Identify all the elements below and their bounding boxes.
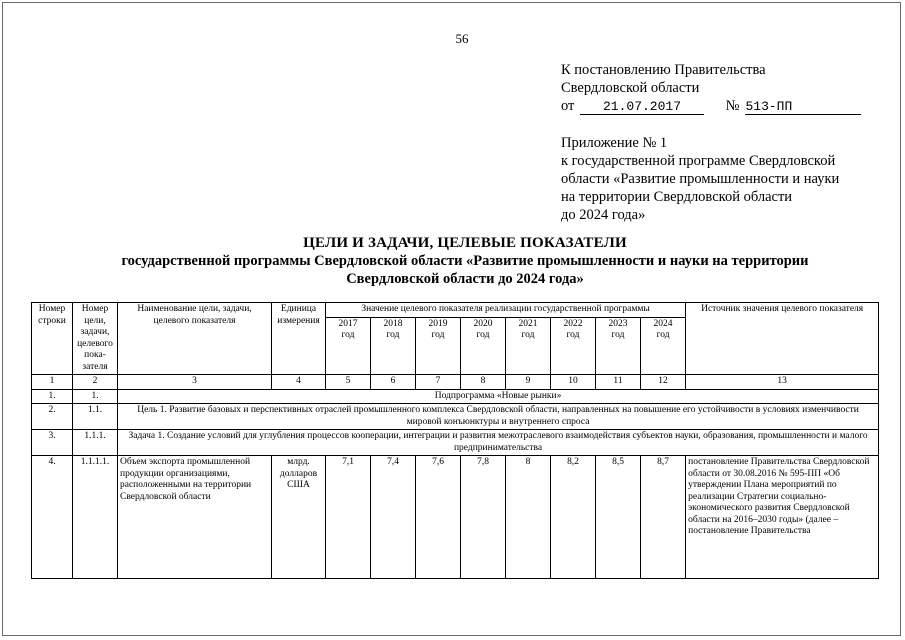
goals-table — [31, 302, 879, 579]
resolution-date: 21.07.2017 — [580, 99, 703, 115]
appendix-line-2: к государственной программе Свердловской — [561, 153, 836, 169]
task-text: Задача 1. Создание условий для углубления процессов кооперации, интеграции и развития межотраслевого взаимодействия субъектов науки, образования, промышленности и малого предпринимательства — [118, 430, 879, 456]
column-number-row — [32, 375, 879, 390]
column-number: 7 — [416, 375, 461, 390]
header-row-1 — [32, 303, 879, 318]
table-row — [32, 389, 879, 404]
resolution-date-line — [561, 97, 861, 115]
value-2023: 8,5 — [596, 456, 641, 579]
value-2024: 8,7 — [641, 456, 686, 579]
row-code: 1.1.1.1. — [73, 456, 118, 579]
year-2022: 2022 год — [551, 317, 596, 375]
number-prefix: № — [725, 98, 740, 114]
year-2018: 2018 год — [371, 317, 416, 375]
year-2021: 2021 год — [506, 317, 551, 375]
header-source: Источник значения целевого показателя — [686, 303, 879, 375]
appendix-line-5: до 2024 года» — [561, 207, 646, 223]
year-2024: 2024 год — [641, 317, 686, 375]
title-subtitle-2: Свердловской области до 2024 года» — [346, 271, 584, 287]
row-code: 1.1.1. — [73, 430, 118, 456]
column-number: 2 — [73, 375, 118, 390]
title-subtitle-1: государственной программы Свердловской области «Развитие промышленности и науки на территории — [121, 253, 809, 269]
column-number: 5 — [326, 375, 371, 390]
resolution-line-1: К постановлению Правительства — [561, 62, 766, 78]
column-number: 12 — [641, 375, 686, 390]
column-number: 13 — [686, 375, 879, 390]
indicator-row — [32, 456, 879, 579]
column-number: 8 — [461, 375, 506, 390]
row-code: 1.1. — [73, 404, 118, 430]
column-number: 11 — [596, 375, 641, 390]
header-row-number: Номер строки — [32, 303, 73, 375]
appendix-line-1: Приложение № 1 — [561, 135, 668, 151]
resolution-block — [561, 61, 861, 115]
title-main: ЦЕЛИ И ЗАДАЧИ, ЦЕЛЕВЫЕ ПОКАЗАТЕЛИ — [303, 235, 627, 251]
resolution-number: 513-ПП — [745, 99, 861, 115]
table-row — [32, 404, 879, 430]
date-prefix: от — [561, 98, 575, 114]
header-name: Наименование цели, задачи, целевого показателя — [118, 303, 272, 375]
value-2019: 7,6 — [416, 456, 461, 579]
year-2020: 2020 год — [461, 317, 506, 375]
value-2020: 7,8 — [461, 456, 506, 579]
page-number: 56 — [455, 31, 469, 46]
value-2017: 7,1 — [326, 456, 371, 579]
appendix-line-3: области «Развитие промышленности и науки — [561, 171, 840, 187]
row-number: 3. — [32, 430, 73, 456]
indicator-name: Объем экспорта промышленной продукции организациями, расположенными на территории Свердловской области — [118, 456, 272, 579]
table-row — [32, 430, 879, 456]
row-number: 1. — [32, 389, 73, 404]
value-2018: 7,4 — [371, 456, 416, 579]
document-title — [95, 234, 835, 288]
column-number: 3 — [118, 375, 272, 390]
subprogram-title: Подпрограмма «Новые рынки» — [118, 389, 879, 404]
column-number: 4 — [272, 375, 326, 390]
header-goal-number: Номер цели, задачи, целевого пока-зателя — [73, 303, 118, 375]
indicator-source: постановление Правительства Свердловской области от 30.08.2016 № 595-ПП «Об утверждении Плана мероприятий по реализации Стратегии социально-экономического развития Свердловской области на 2016–2030 годы» (далее – постановление Правительства — [686, 456, 879, 579]
indicator-unit: млрд. долларов США — [272, 456, 326, 579]
appendix-line-4: на территории Свердловской области — [561, 189, 793, 205]
year-2017: 2017 год — [326, 317, 371, 375]
year-2019: 2019 год — [416, 317, 461, 375]
resolution-line-2: Свердловской области — [561, 80, 700, 96]
value-2021: 8 — [506, 456, 551, 579]
row-number: 4. — [32, 456, 73, 579]
value-2022: 8,2 — [551, 456, 596, 579]
row-number: 2. — [32, 404, 73, 430]
header-unit: Единица измерения — [272, 303, 326, 375]
year-2023: 2023 год — [596, 317, 641, 375]
column-number: 9 — [506, 375, 551, 390]
column-number: 1 — [32, 375, 73, 390]
appendix-block — [561, 134, 861, 224]
column-number: 6 — [371, 375, 416, 390]
column-number: 10 — [551, 375, 596, 390]
goal-text: Цель 1. Развитие базовых и перспективных отраслей промышленного комплекса Свердловской области, направленных на повышение его устойчивости в условиях изменчивости мировой конъюнктуры и внутреннего спроса — [118, 404, 879, 430]
row-code: 1. — [73, 389, 118, 404]
header-value-group: Значение целевого показателя реализации государственной программы — [326, 303, 686, 318]
